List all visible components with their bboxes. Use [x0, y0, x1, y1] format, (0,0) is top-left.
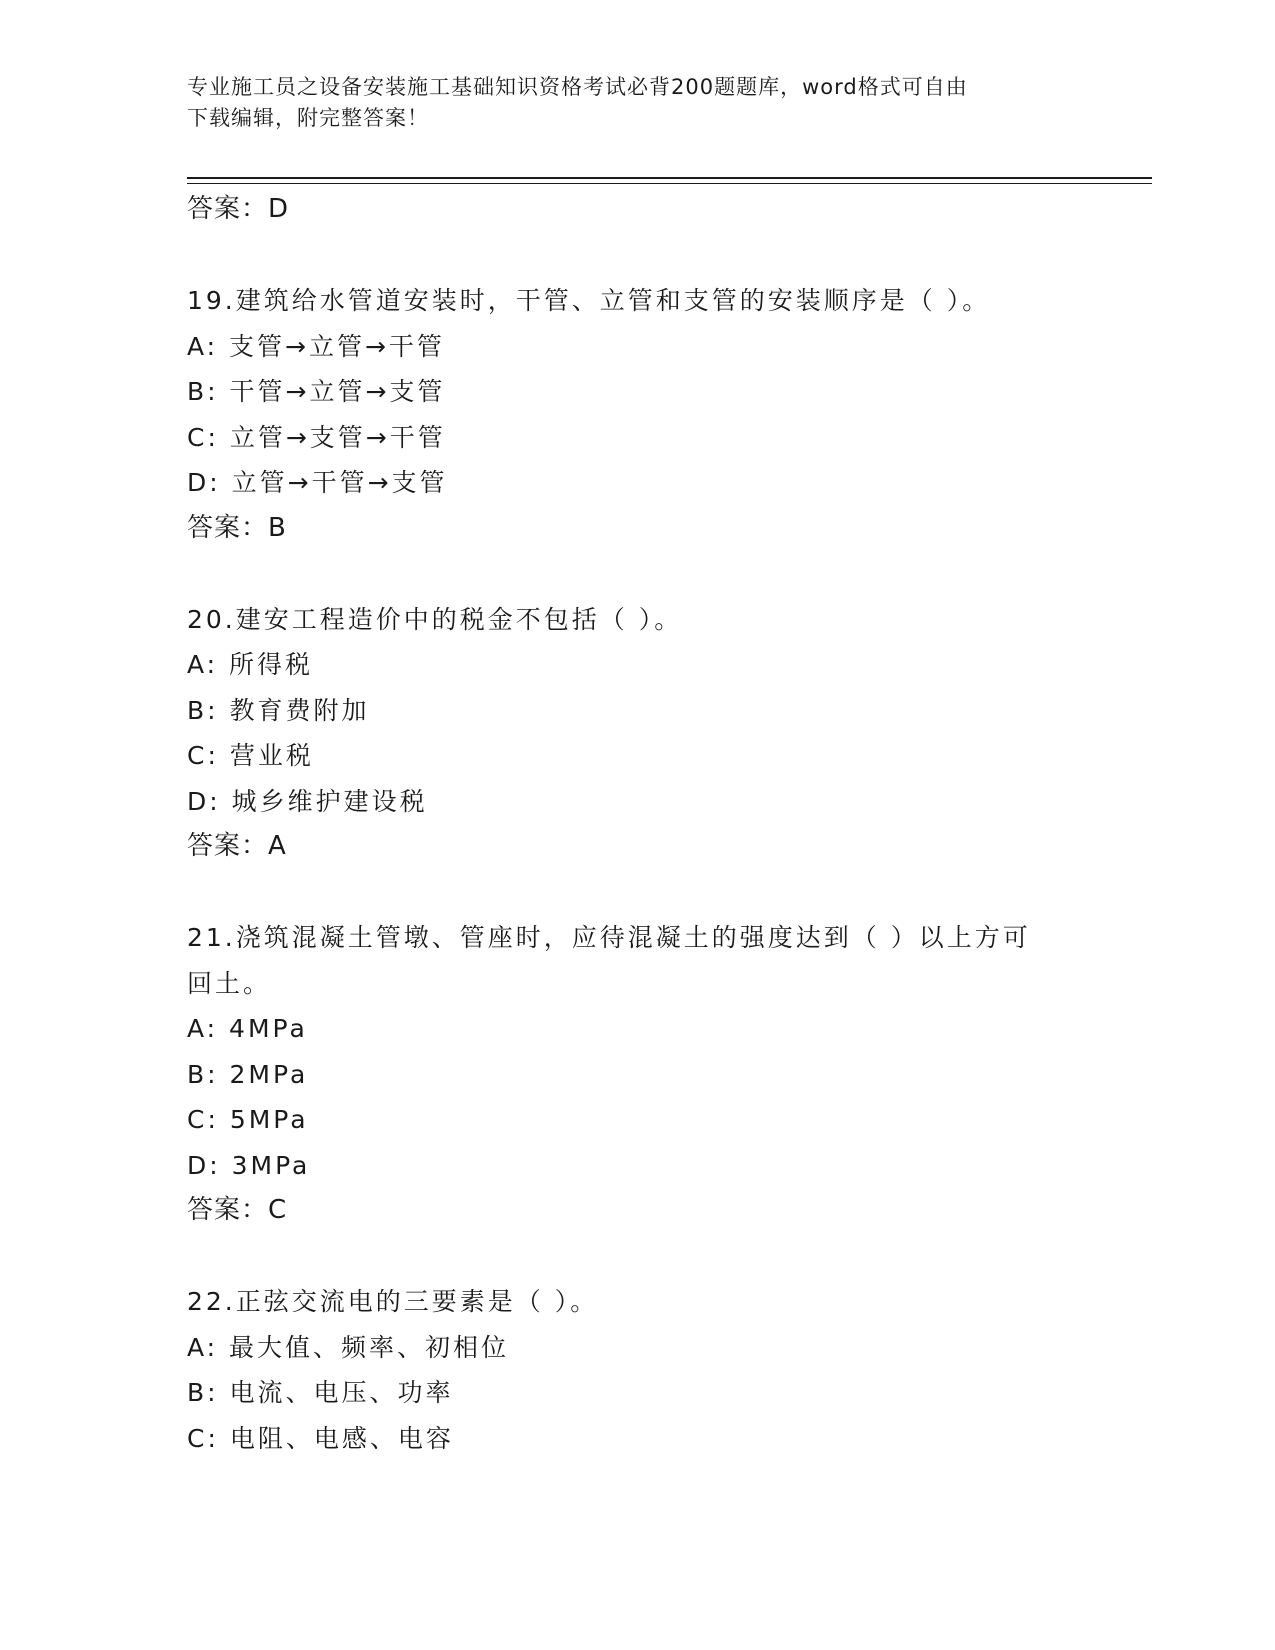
header-line-2: 下载编辑，附完整答案！ [187, 106, 429, 130]
answer-option: B: 2MPa [187, 1059, 309, 1089]
answer-option: B: 电流、电压、功率 [187, 1378, 454, 1407]
spacer [187, 551, 1087, 597]
question-stem: 21.浇筑混凝土管墩、管座时，应待混凝土的强度达到（ ）以上方可 [187, 923, 1031, 952]
header-line-1: 专业施工员之设备安装施工基础知识资格考试必背200题题库，word格式可自由 [187, 75, 968, 99]
answer-line: 答案：D [187, 194, 290, 224]
answer-line: 答案：C [187, 1195, 288, 1225]
answer-option: D: 3MPa [187, 1150, 311, 1180]
question-stem: 22.正弦交流电的三要素是（ ）。 [187, 1287, 599, 1316]
answer-option: C: 营业税 [187, 741, 314, 770]
answer-option: D: 立管→干管→支管 [187, 468, 448, 497]
answer-option: A: 4MPa [187, 1014, 308, 1043]
answer-option: A: 最大值、频率、初相位 [187, 1332, 510, 1362]
header-divider-thin [187, 183, 1152, 184]
answer-option: A: 所得税 [187, 650, 314, 679]
answer-line: 答案：B [187, 512, 287, 543]
question-list [187, 187, 1087, 1461]
question-stem: 19.建筑给水管道安装时，干管、立管和支管的安装顺序是（ ）。 [187, 286, 991, 315]
answer-option: B: 教育费附加 [187, 695, 370, 725]
header-divider-thick [187, 177, 1152, 179]
page-header [187, 72, 1067, 134]
answer-option: B: 干管→立管→支管 [187, 377, 446, 406]
question-stem: 20.建安工程造价中的税金不包括（ ）。 [187, 604, 683, 634]
answer-option: D: 城乡维护建设税 [187, 786, 428, 816]
answer-option: C: 电阻、电感、电容 [187, 1423, 454, 1453]
answer-line: 答案：A [187, 831, 287, 861]
answer-option: C: 5MPa [187, 1105, 309, 1134]
spacer [187, 1234, 1087, 1280]
spacer [187, 870, 1087, 916]
answer-option: A: 支管→立管→干管 [187, 331, 445, 361]
answer-option: C: 立管→支管→干管 [187, 422, 446, 452]
question-stem: 回土。 [187, 968, 272, 998]
spacer [187, 233, 1087, 279]
